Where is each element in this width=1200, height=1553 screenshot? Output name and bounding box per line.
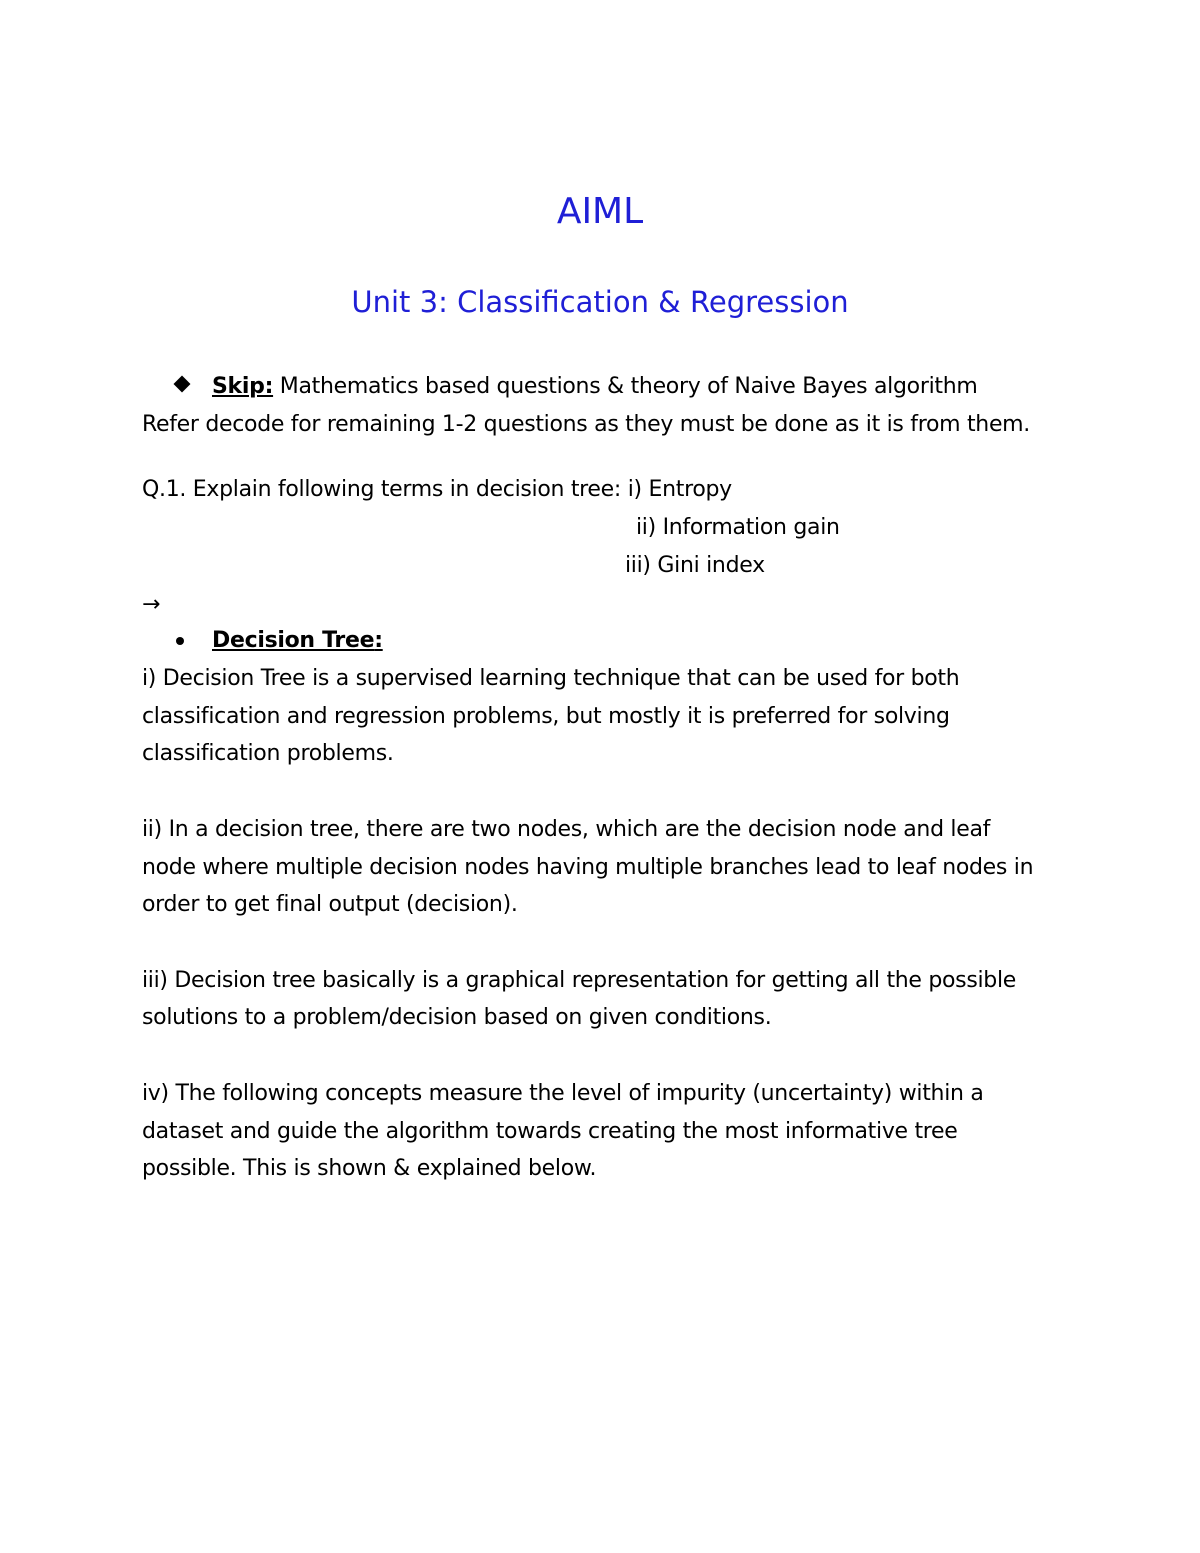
section-heading — [212, 627, 383, 655]
document-title: AIML — [556, 191, 644, 232]
skip-note-line — [212, 373, 977, 401]
skip-label: Skip: — [212, 374, 274, 399]
paragraph-2-line: ii) In a decision tree, there are two nodes, which are the decision node and leaf — [142, 817, 991, 842]
question-line-3: iii) Gini index — [625, 553, 765, 578]
paragraph-3-line: solutions to a problem/decision based on given conditions. — [142, 1005, 772, 1030]
refer-note: Refer decode for remaining 1-2 questions as they must be done as it is from them. — [142, 412, 1031, 437]
paragraph-4-line: possible. This is shown & explained below. — [142, 1156, 597, 1181]
paragraph-1-line: classification problems. — [142, 741, 394, 766]
paragraph-1-line: classification and regression problems, but mostly it is preferred for solving — [142, 704, 950, 729]
diamond-bullet-icon — [174, 376, 191, 393]
document-subtitle: Unit 3: Classification & Regression — [351, 285, 849, 319]
paragraph-2-line: order to get final output (decision). — [142, 892, 518, 917]
section-heading-colon: : — [374, 628, 383, 653]
paragraph-2-line: node where multiple decision nodes having multiple branches lead to leaf nodes in — [142, 855, 1034, 880]
question-line-1: Q.1. Explain following terms in decision tree: i) Entropy — [142, 477, 732, 502]
paragraph-3-line: iii) Decision tree basically is a graphical representation for getting all the possible — [142, 968, 1017, 993]
paragraph-1-line: i) Decision Tree is a supervised learning technique that can be used for both — [142, 666, 960, 691]
round-bullet-icon — [176, 637, 184, 645]
answer-arrow-icon: → — [142, 592, 161, 617]
skip-text: Mathematics based questions & theory of Naive Bayes algorithm — [279, 374, 978, 399]
section-heading-text: Decision Tree — [212, 628, 375, 653]
paragraph-4-line: dataset and guide the algorithm towards creating the most informative tree — [142, 1119, 958, 1144]
question-line-2: ii) Information gain — [636, 515, 840, 540]
paragraph-4-line: iv) The following concepts measure the level of impurity (uncertainty) within a — [142, 1081, 984, 1106]
